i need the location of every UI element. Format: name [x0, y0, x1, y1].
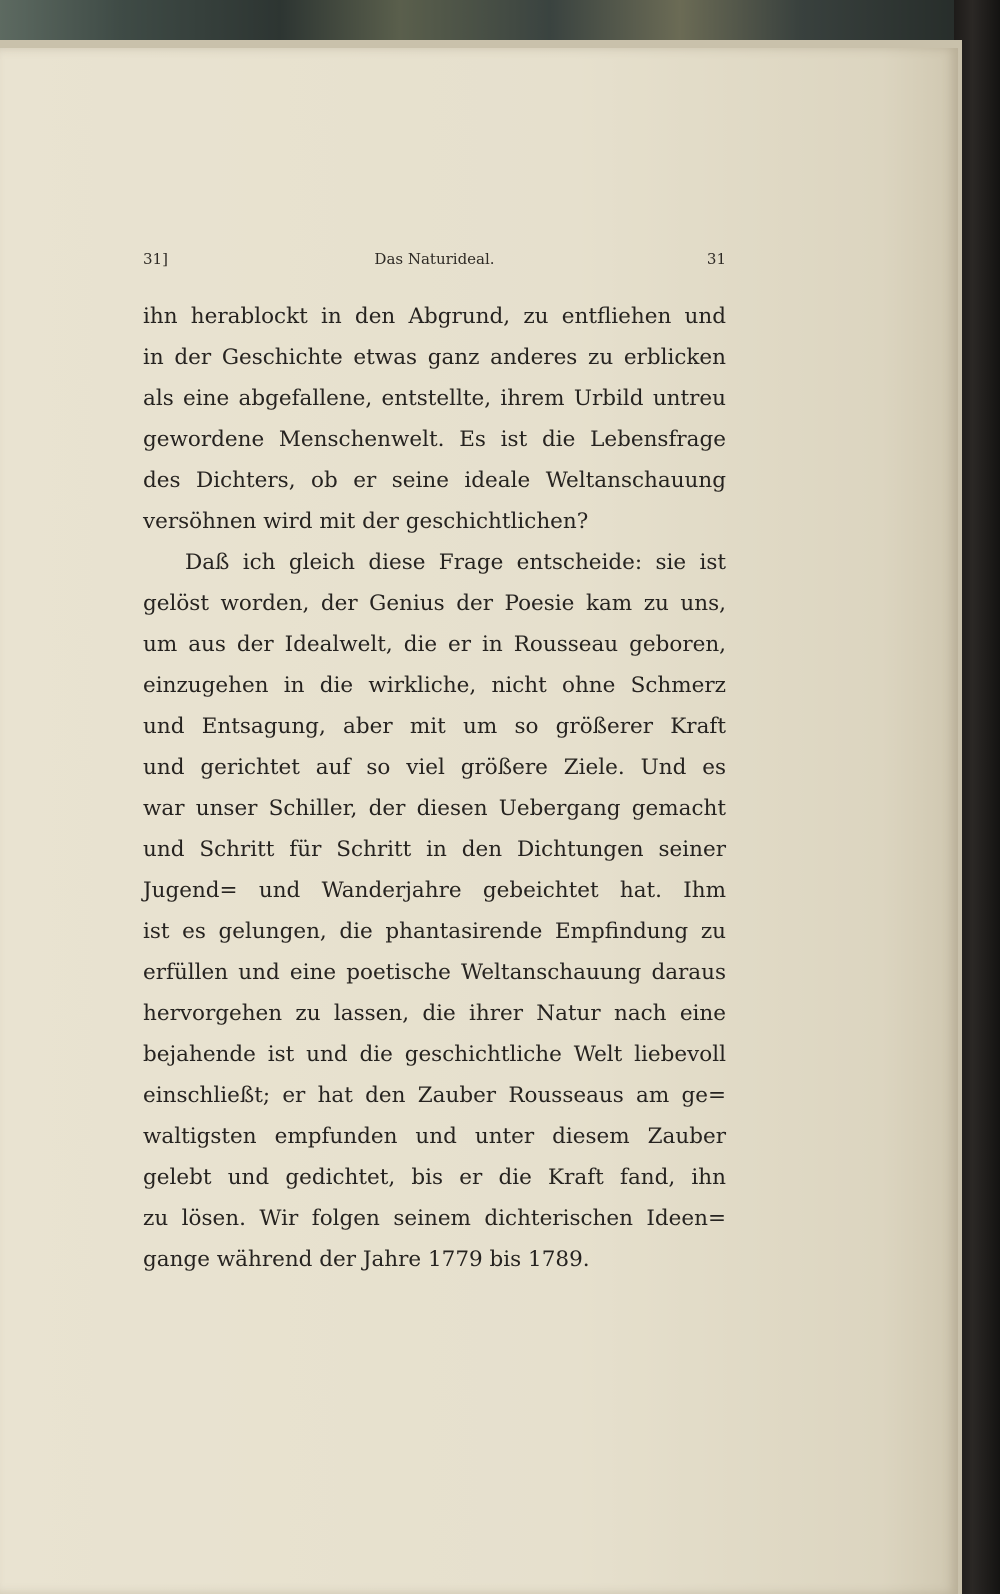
- text-line: und Schritt für Schritt in den Dichtungen seiner: [143, 837, 726, 862]
- text-line: um aus der Idealwelt, die er in Rousseau geboren,: [143, 632, 726, 657]
- text-line: einzugehen in die wirkliche, nicht ohne Schmerz: [143, 673, 726, 698]
- paragraph-1: [143, 296, 726, 542]
- text-line: ist es gelungen, die phantasirende Empfindung zu: [143, 919, 726, 944]
- text-line: war unser Schiller, der diesen Uebergang gemacht: [143, 796, 726, 821]
- header-left-page-number: 31]: [143, 250, 168, 268]
- text-line: und Entsagung, aber mit um so größerer Kraft: [143, 714, 726, 739]
- text-line: einschließt; er hat den Zauber Rousseaus am ge=: [143, 1083, 726, 1108]
- paragraph-2: [143, 542, 726, 1280]
- header-right-page-number: 31: [706, 250, 726, 268]
- header-running-title: Das Naturideal.: [374, 250, 495, 268]
- text-line: gelebt und gedichtet, bis er die Kraft fand, ihn: [143, 1165, 726, 1190]
- text-line: Daß ich gleich diese Frage entscheide: sie ist: [185, 550, 726, 575]
- text-line: in der Geschichte etwas ganz anderes zu erblicken: [143, 345, 726, 370]
- text-line: und gerichtet auf so viel größere Ziele. Und es: [143, 755, 726, 780]
- text-line: Jugend= und Wanderjahre gebeichtet hat. Ihm: [143, 878, 726, 903]
- body-text: [143, 296, 726, 1280]
- text-line: gange während der Jahre 1779 bis 1789.: [143, 1247, 590, 1272]
- text-line: ihn herablockt in den Abgrund, zu entfliehen und: [143, 304, 726, 329]
- text-line: gelöst worden, der Genius der Poesie kam zu uns,: [143, 591, 726, 616]
- text-line: bejahende ist und die geschichtliche Welt liebevoll: [143, 1042, 726, 1067]
- text-line: zu lösen. Wir folgen seinem dichterischen Ideen=: [143, 1206, 726, 1231]
- text-line: des Dichters, ob er seine ideale Weltanschauung: [143, 468, 726, 493]
- text-line: erfüllen und eine poetische Weltanschauung daraus: [143, 960, 726, 985]
- text-line: gewordene Menschenwelt. Es ist die Lebensfrage: [143, 427, 726, 452]
- text-line: waltigsten empfunden und unter diesem Zauber: [143, 1124, 726, 1149]
- text-line: hervorgehen zu lassen, die ihrer Natur nach eine: [143, 1001, 726, 1026]
- text-line: als eine abgefallene, entstellte, ihrem Urbild untreu: [143, 386, 726, 411]
- running-header: [143, 250, 726, 274]
- text-line: versöhnen wird mit der geschichtlichen?: [143, 509, 589, 534]
